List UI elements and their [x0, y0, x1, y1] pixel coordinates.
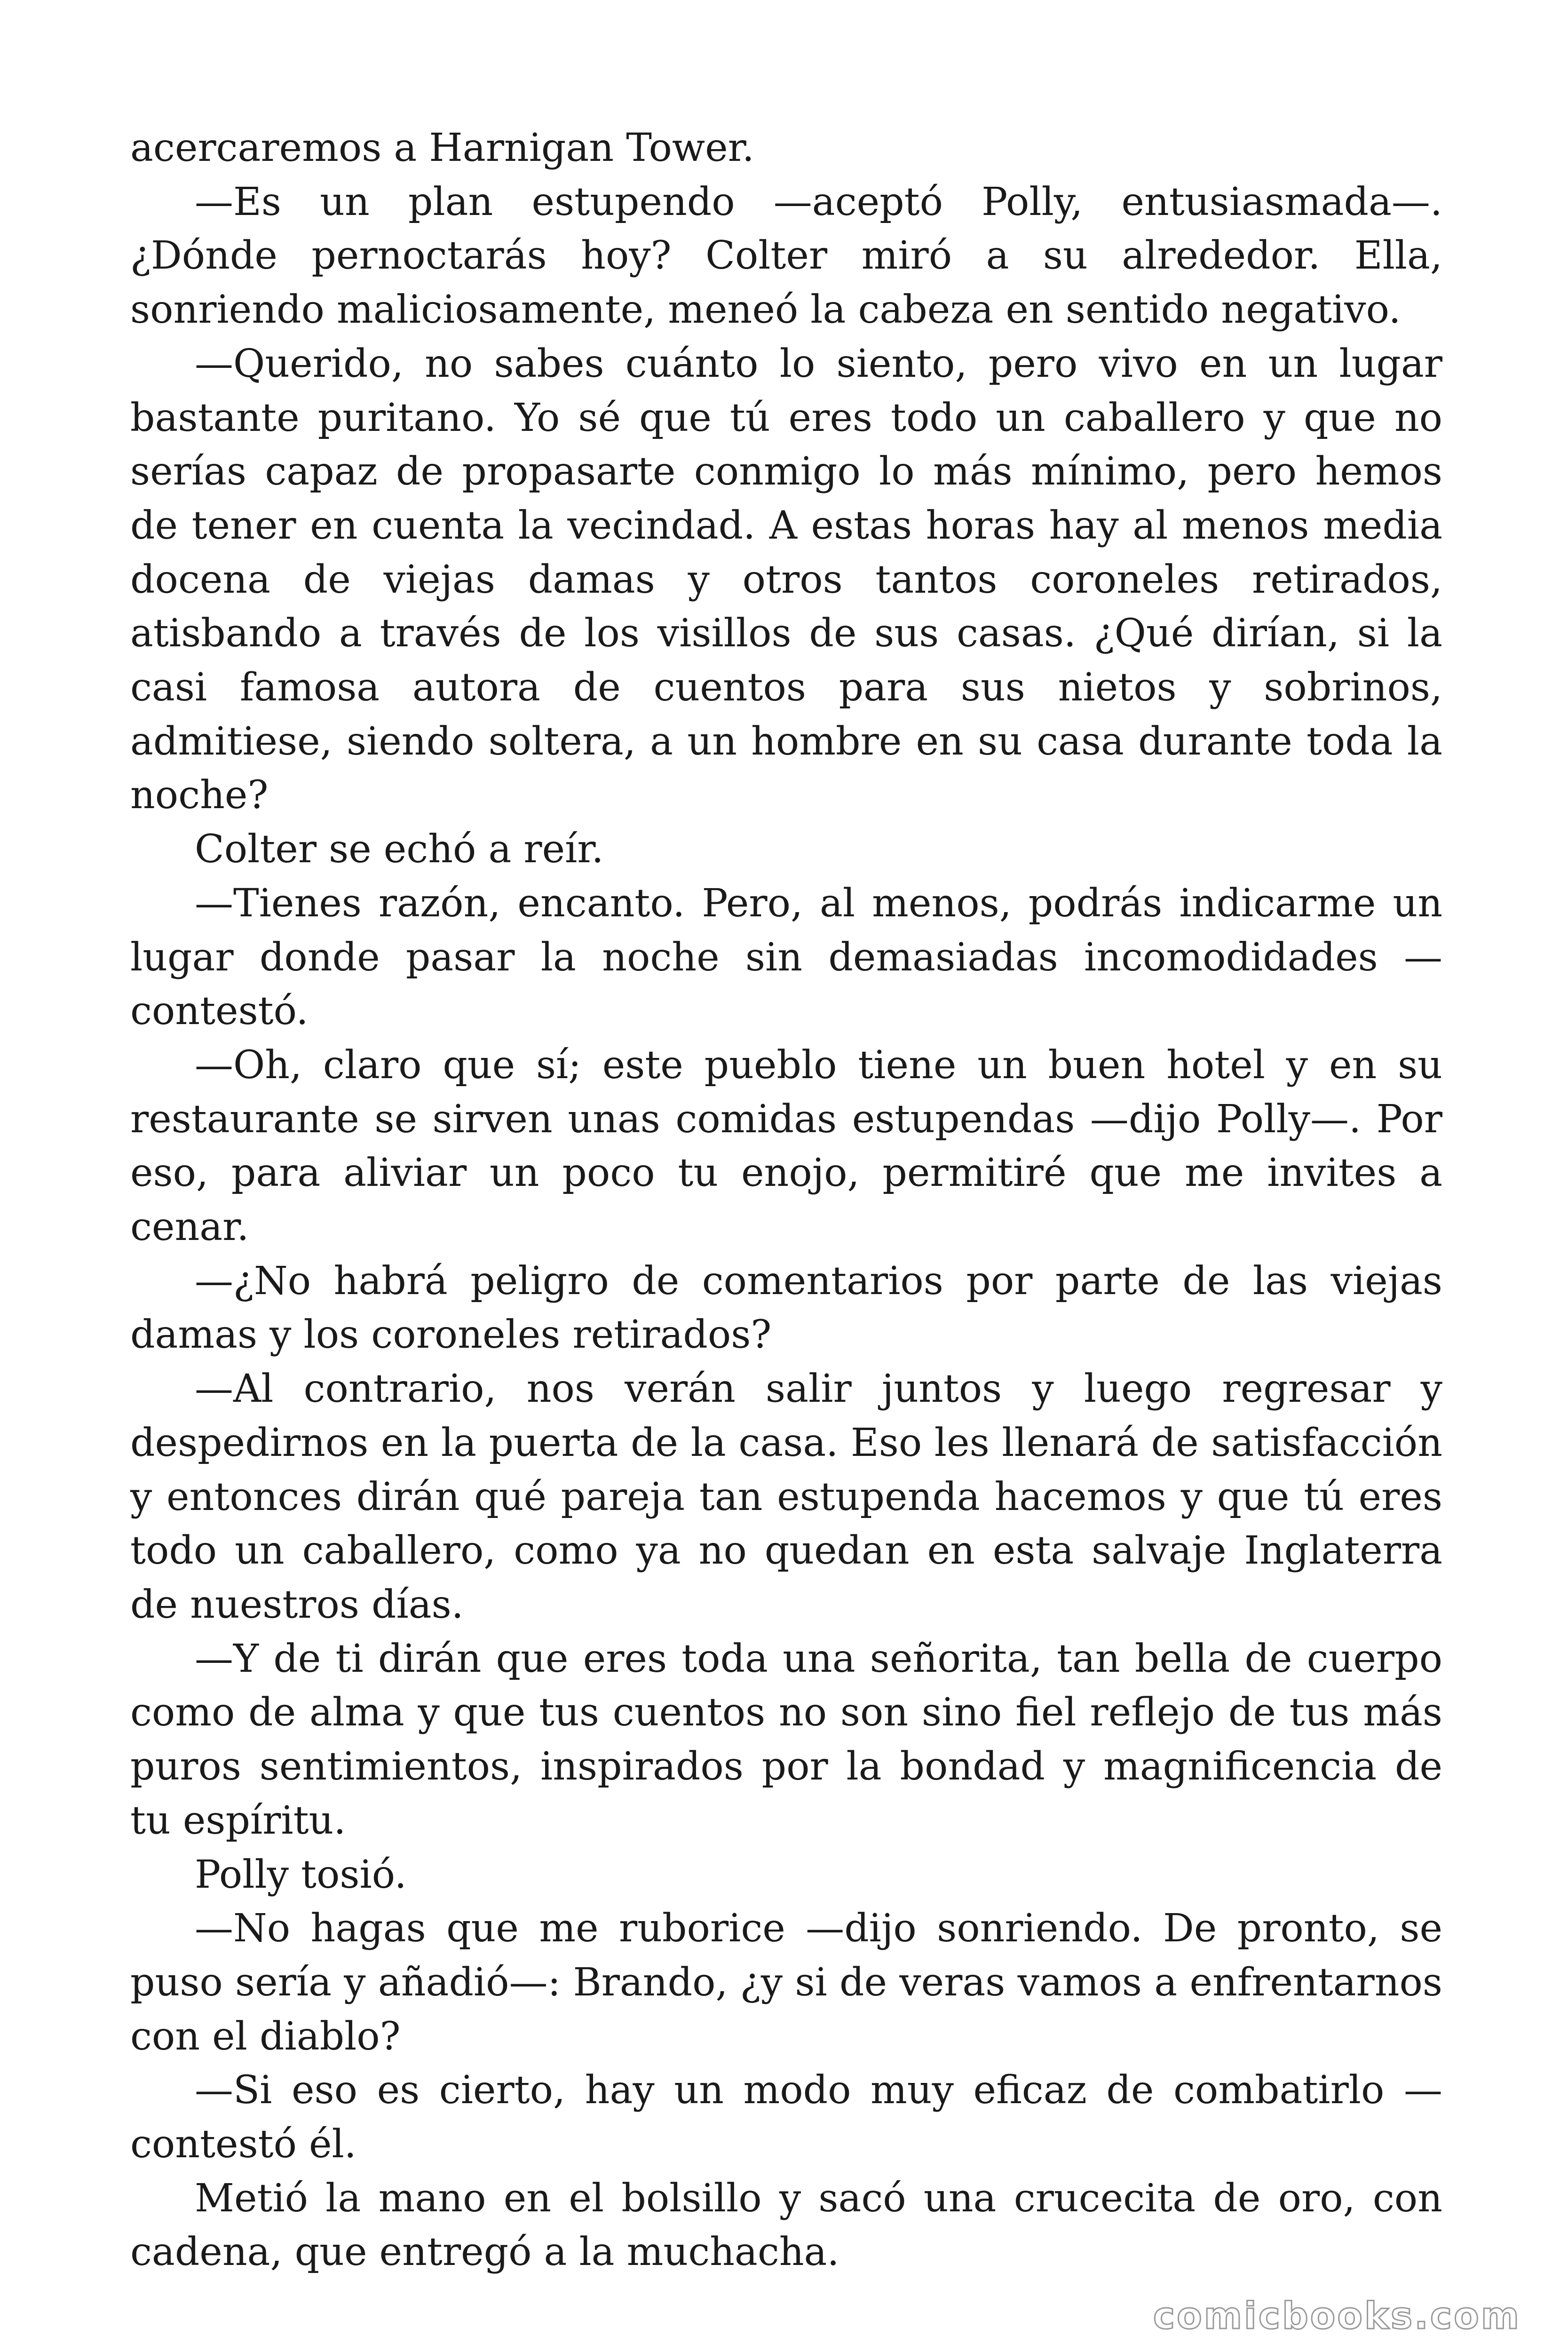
paragraph-11: —No hagas que me ruborice —dijo sonriendo. De pronto, se puso sería y añadió—: Brando, ¿y si de veras vamos a enfrentarnos con el diablo?: [130, 1906, 1442, 2059]
watermark: comicbooks.com: [1153, 2295, 1521, 2337]
paragraph-9: —Y de ti dirán que eres toda una señorita, tan bella de cuerpo como de alma y que tus cuentos no son sino fiel reflejo de tus más puros sentimientos, inspirados por la bondad y magnificencia de tu espíritu.: [130, 1636, 1442, 1843]
paragraph-2: —Es un plan estupendo —aceptó Polly, entusiasmada—. ¿Dónde pernoctarás hoy? Colter miró a su alrededor. Ella, sonriendo maliciosamente, meneó la cabeza en sentido negativo.: [130, 179, 1442, 333]
paragraph-6: —Oh, claro que sí; este pueblo tiene un buen hotel y en su restaurante se sirven unas comidas estupendas —dijo Polly—. Por eso, para aliviar un poco tu enojo, permitiré que me invites a cenar.: [130, 1042, 1442, 1250]
paragraph-3: —Querido, no sabes cuánto lo siento, pero vivo en un lugar bastante puritano. Yo sé que tú eres todo un caballero y que no serías capaz de propasarte conmigo lo más mínimo, pero hemos de tener en cuenta la vecindad. A estas horas hay al menos media docena de viejas damas y otros tantos coroneles retirados, atisbando a través de los visillos de sus casas. ¿Qué dirían, si la casi famosa autora de cuentos para sus nietos y sobrinos, admitiese, siendo soltera, a un hombre en su casa durante toda la noche?: [130, 341, 1442, 818]
paragraph-12: —Si eso es cierto, hay un modo muy eficaz de combatirlo —contestó él.: [130, 2068, 1442, 2167]
paragraph-8: —Al contrario, nos verán salir juntos y luego regresar y despedirnos en la puerta de la casa. Eso les llenará de satisfacción y entonces dirán qué pareja tan estupenda hacemos y que tú eres todo un caballero, como ya no quedan en esta salvaje Inglaterra de nuestros días.: [130, 1367, 1442, 1627]
paragraph-10: Polly tosió.: [195, 1852, 407, 1897]
paragraph-1: acercaremos a Harnigan Tower.: [130, 126, 754, 170]
body-text: [130, 121, 1442, 2280]
paragraph-5: —Tienes razón, encanto. Pero, al menos, podrás indicarme un lugar donde pasar la noche sin demasiadas incomodidades —contestó.: [130, 881, 1442, 1034]
paragraph-4: Colter se echó a reír.: [195, 827, 604, 872]
paragraph-13: Metió la mano en el bolsillo y sacó una crucecita de oro, con cadena, que entregó a la muchacha.: [130, 2176, 1442, 2275]
paragraph-7: —¿No habrá peligro de comentarios por parte de las viejas damas y los coroneles retirados?: [130, 1258, 1442, 1358]
